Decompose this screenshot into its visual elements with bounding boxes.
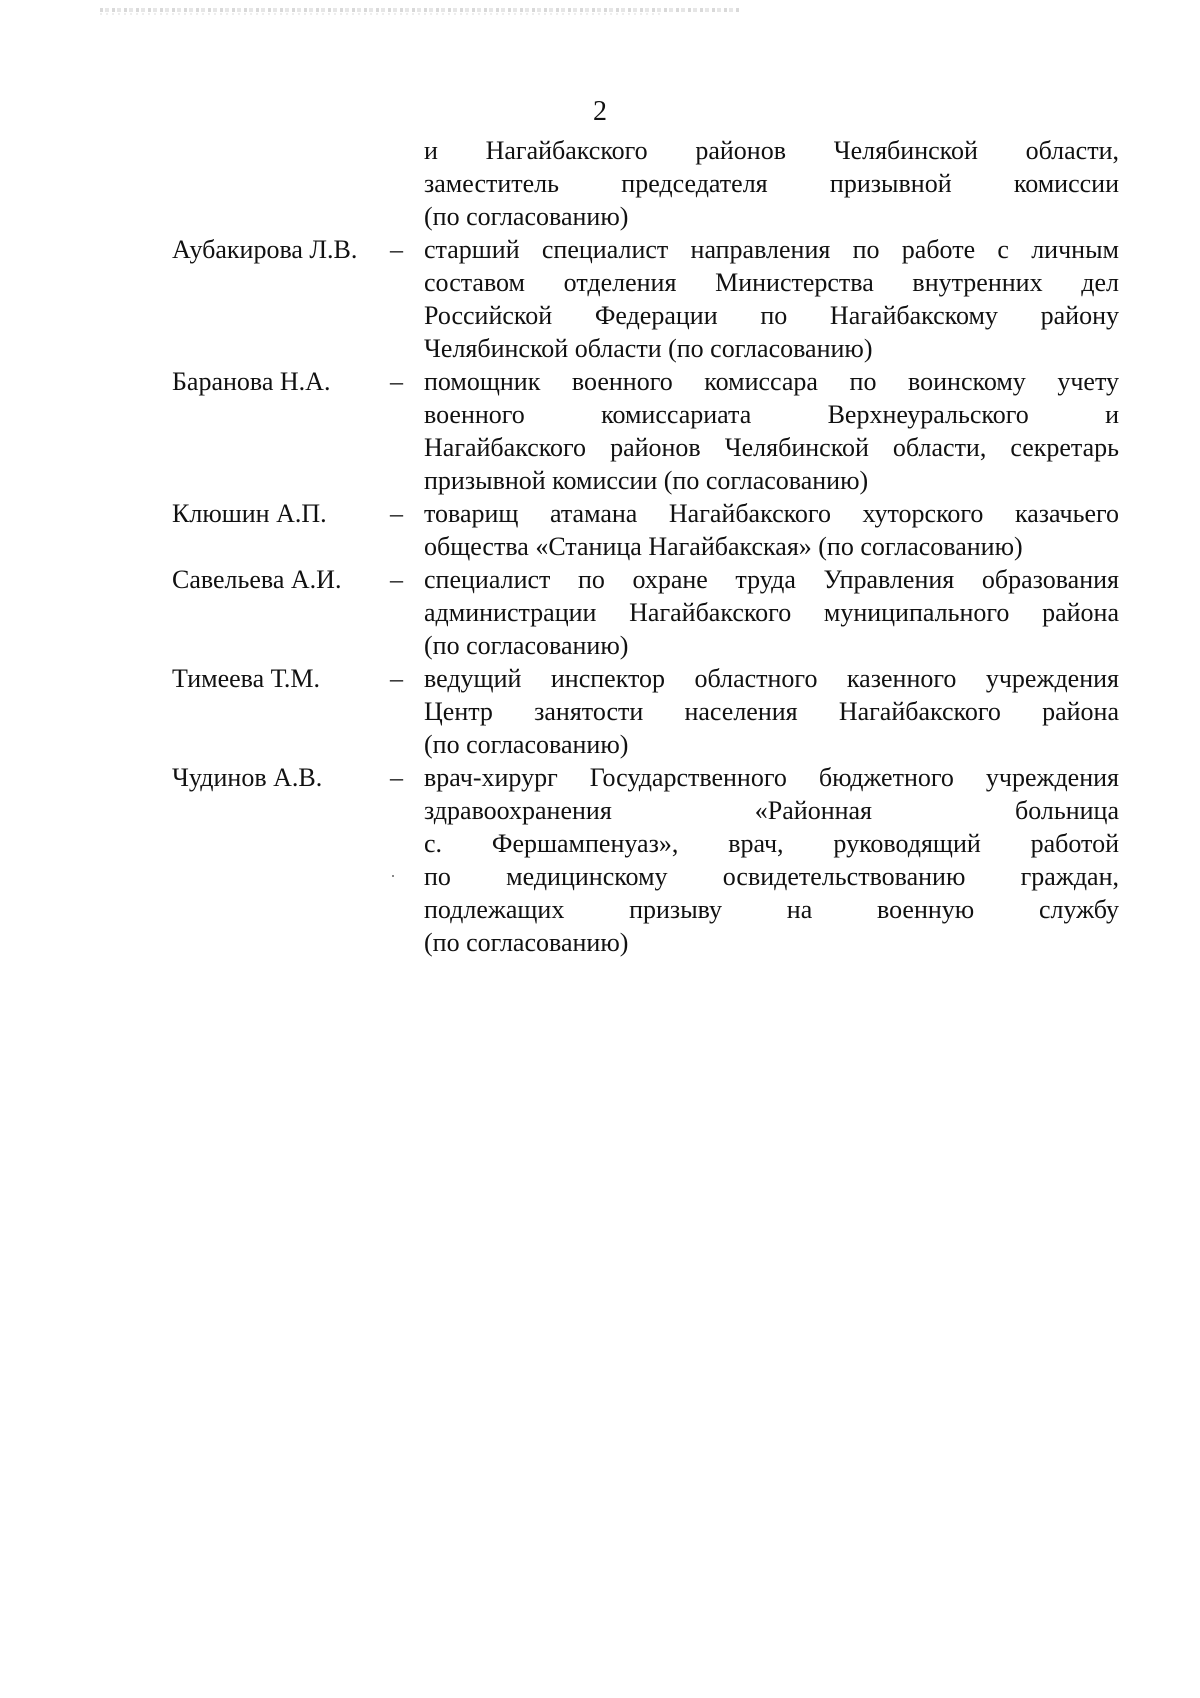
dash-separator: – [390, 367, 403, 396]
position-line: Челябинской области (по согласованию) [424, 334, 873, 363]
dash-separator: – [390, 763, 403, 792]
position-line: специалист по охране труда Управления образования [424, 565, 1119, 594]
position-line: Российской Федерации по Нагайбакскому району [424, 301, 1119, 330]
member-name: Савельева А.И. [172, 565, 342, 594]
position-line: администрации Нагайбакского муниципального района [424, 598, 1119, 627]
position-line: Нагайбакского районов Челябинской области, секретарь [424, 433, 1119, 462]
member-position [424, 233, 1119, 365]
page-number: 2 [593, 96, 607, 127]
position-line: общества «Станица Нагайбакская» (по согласованию) [424, 532, 1023, 561]
commission-member-list [172, 134, 1122, 959]
position-line: составом отделения Министерства внутренних дел [424, 268, 1119, 297]
position-line: (по согласованию) [424, 631, 629, 660]
position-line: ведущий инспектор областного казенного учреждения [424, 664, 1119, 693]
member-name: Тимеева Т.М. [172, 664, 321, 693]
position-line: (по согласованию) [424, 202, 629, 231]
dash-separator: – [390, 664, 403, 693]
position-line: врач-хирург Государственного бюджетного учреждения [424, 763, 1119, 792]
member-position [424, 365, 1119, 497]
position-line: призывной комиссии (по согласованию) [424, 466, 869, 495]
list-item [172, 233, 1122, 365]
position-line: по медицинскому освидетельствованию граждан, [424, 862, 1119, 891]
position-line: с. Фершампенуаз», врач, руководящий работой [424, 829, 1119, 858]
position-line: Центр занятости населения Нагайбакского района [424, 697, 1119, 726]
member-name: Клюшин А.П. [172, 499, 327, 528]
list-item [172, 761, 1122, 959]
list-item [172, 134, 1122, 233]
position-line: подлежащих призыву на военную службу [424, 895, 1119, 924]
position-line: и Нагайбакского районов Челябинской области, [424, 136, 1119, 165]
member-name: Аубакирова Л.В. [172, 235, 358, 264]
scan-artifact-top [100, 8, 740, 12]
list-item [172, 365, 1122, 497]
member-position [424, 761, 1119, 959]
position-line: заместитель председателя призывной комиссии [424, 169, 1119, 198]
member-name: Чудинов А.В. [172, 763, 323, 792]
scan-artifact-top-secondary [100, 13, 660, 15]
member-position [424, 134, 1119, 233]
position-line: помощник военного комиссара по воинскому учету [424, 367, 1119, 396]
list-item [172, 662, 1122, 761]
member-name: Баранова Н.А. [172, 367, 331, 396]
list-item [172, 563, 1122, 662]
position-line: здравоохранения «Районная больница [424, 796, 1119, 825]
dash-separator: – [390, 235, 403, 264]
position-line: товарищ атамана Нагайбакского хуторского казачьего [424, 499, 1119, 528]
member-position [424, 563, 1119, 662]
scan-speck [392, 875, 394, 877]
dash-separator: – [390, 565, 403, 594]
position-line: военного комиссариата Верхнеуральского и [424, 400, 1119, 429]
position-line: (по согласованию) [424, 928, 629, 957]
position-line: (по согласованию) [424, 730, 629, 759]
list-item [172, 497, 1122, 563]
dash-separator: – [390, 499, 403, 528]
member-position [424, 662, 1119, 761]
member-position [424, 497, 1119, 563]
position-line: старший специалист направления по работе с личным [424, 235, 1119, 264]
